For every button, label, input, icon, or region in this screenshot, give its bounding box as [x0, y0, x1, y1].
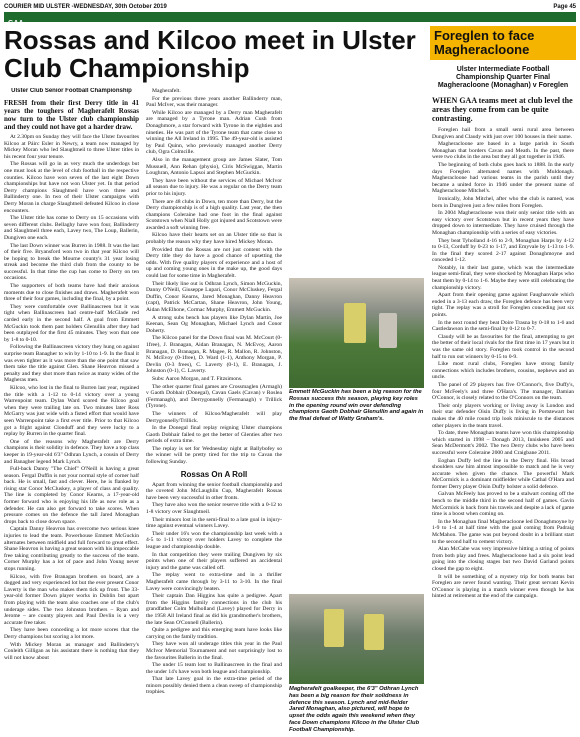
paragraph: Eoghan Duffy led the line in the Derry final. His broad shoulders saw him almost impossible to match and he is very accurate when given the chance. The powerful Mark McCormick is a dominant midfielder while Cathal O'Hara and former Derry player Oisin Duffy bolster a solid defence.	[432, 457, 574, 490]
column-2-body	[146, 88, 282, 466]
paragraph: The Rossas will go in as very much the underdogs but one must look at the level of club football in the respective counties. Kilcoo have won seven of the last eight Down championships but have not won Ulster yet. In that period Derry champions Slaughtneil have won three and Ballinderry one. In two of their Ulster campaigns with Derry Moran in charge Slaughtneil defeated Kilcoo in close encounters.	[4, 161, 139, 214]
paragraph: In the Monaghan final Magheracloone led Donaghmoyne by 1-9 to 1-4 at half time with the goal coming from Padraig McMahon. The game was put beyond doubt in a brilliant start to the second half to cement victory.	[432, 518, 574, 545]
sidebar-kicker: Ulster Intermediate Football Championship Quarter Final Magheracloone (Monaghan) v Foreglen	[437, 66, 569, 89]
paragraph: Also in the management group are James Slater, Tom Mussuell, Ann Rehan (physio), Ciris McSwiggan, Martin Loughran, Antonio Lapsoi and Stephen McGuckin.	[146, 156, 282, 177]
paragraph: Quite a pedigree and this emerging team have looks like carrying on the family tradition.	[146, 627, 282, 640]
paragraph: The replay went to extra-time and in a thriller Magherafelt came through by 3-11 to 3-10. In the final Lavey were convincingly beaten.	[146, 572, 282, 592]
photo-lynch	[289, 594, 424, 684]
paragraph: They have won all underage titles this year in the Paul McIvor Memorial Tournament and not surprisingly lost to the favourites Ballerin in the final.	[146, 641, 282, 661]
photo-caption-2: Magherafelt goalkeeper, the 6'3" Odhran Lynch has been a big reason for their solidness in defence this season. Lynch and mid-fielder Jared Monaghan, also pictured, will hope to upset the odds again this weekend when they face Down champions Kilcoo in the Ulster Club Football Championship.	[289, 686, 420, 733]
paragraph: While Kilcoo are managed by a Derry man Magherafelt are managed by a Tyrone man. Adrian Cush from Donaghmore, a star forward with Tyrone in the eighties and nineties. He was part of the Tyrone team that came close to winning the All Ireland in 1995. The 49-year-old is assisted by Paul Quinn, who previously managed another Derry club, Ogra Colmcille.	[146, 109, 282, 156]
column-1-body	[4, 134, 139, 661]
paragraph: The under 15 team lost to Ballinascreen in the final and the under 14's have won both league and championship.	[146, 662, 282, 675]
folio-page-number: Page 45	[553, 4, 576, 10]
photo-mcguckin	[289, 278, 424, 388]
paragraph: Their under 16's won the championship last week with a 4-5 to 1-11 victory over holders Lavey to complete the league and championship double.	[146, 530, 282, 550]
paragraph: They beat Tyholland 4-16 to 2-9, Monaghan Harps by 4-12 to 0-13, Corduff by 0-23 to 1-17, and Emyvale by 1-13 to 1-9. In the final they scored 2-17 against Donaghmoyne and conceded 1-12.	[432, 237, 574, 264]
main-headline: Rossas and Kilcoo meet in Ulster Club Championship	[4, 25, 416, 83]
paragraph: Claudy will be as favourites for the final, attempting to get the better of their local rivals for the first time in 17 years but it was the same old story. Foreglen took control in the second half to run out winners by 0-15 to 0-9.	[432, 333, 574, 360]
paragraph: Ironically, John Mitchel, after who the club is named, was born in Dungiven just a few miles from Foreglen.	[432, 195, 574, 209]
paragraph: Kilcoo, who lost in the final to Burren last year, regained the title with a 1-12 to 0-14 victory over a young Warrenpoint team. Dylan Ward scored the Kilcoo goal when they were trailing late on. Two minutes later Ross McGarry was just wide with a fisted effort that would have seen Warrenpoint take a first ever title. Prior to that Kilcoo got a fright against Clonduff and they were lucky to a replay by Burren in the quarter final.	[4, 384, 139, 438]
page-folio	[4, 2, 576, 12]
paragraph: The replay is set for Wednesday night at Ballybofey so the winner will be pretty tired for the trip to Cavan the following Sunday.	[146, 445, 282, 466]
paragraph: The last Down winner was Burren in 1988. It was the last of their five. Bryansford won two in that year Kilcoo will be hoping to break the Mourne county's 31 year losing streak and become the third club from the county to be successful. In that time the cup has come to Derry on ten occasions.	[4, 242, 139, 282]
midfielder-figure	[364, 614, 384, 650]
paragraph: Full-back Danny "The Chief" O'Neill is having a great season. Fergal Duffin is not your normal style of corner half back. He is small, fast and clever. Here, he is flanked by rising star Conor McCluskey, a player of class and quality. The line is completed by Conor Kearns, a 17-year-old former forward who is enjoying his life as now role as a defender. He can also get forward to take scores. When pressure comes on the defence the tall Jared Monaghan drops back to close down space.	[4, 466, 139, 525]
paragraph: For the previous three years another Ballinderry man, Paul McIver, was their manager.	[146, 95, 282, 109]
photo-caption-1: Emmett McGuckin has been a big reason for the Rossas success this season, playing key roles in the opening round win over defending champions Gaoth Dobhair Glenullin and again in the final defeat of Watty Graham's.	[289, 389, 424, 423]
section-label: GAA	[8, 20, 24, 27]
paragraph: Subs: Aaron Morgan, and T. Fitzsimons.	[152, 375, 243, 382]
sidebar-body	[432, 127, 574, 647]
folio-publication: COURIER MID ULSTER -WEDNESDAY, 30th October 2019	[4, 4, 167, 10]
paragraph: Galvan McFeely has proved to be a stalwart coming off the bench to the middle third in the second half of games. Gavin McCormick is back from his travels and despite a lack of game time is a boost when coming on.	[432, 491, 574, 518]
article-standfirst: FRESH from their first Derry title in 41 years the toughers of Magherafelt Rossas now turn to the Ulster club championship and they could not have got a harder draw.	[4, 99, 139, 131]
paragraph: The panel of 29 players has five O'Connor's, five Duffy's, four McFeely's and three O'Hara's. The manager, Damian O'Connor, is closely related to the O'Connors on the team.	[432, 381, 574, 402]
paragraph: Captain Danny Heavron has overcome two serious knee injuries to lead the team. Powerhouse Emmett McGuckin alternates between midfield and full forward to great effect. Shane Heavron is having a great season with his impeccable free taking contributing greatly to the success of the team. Corner Murphy has a lot of pace and John Young never stops running.	[4, 526, 139, 572]
article-column-1	[4, 88, 139, 728]
paragraph: In 2004 Magheracloone won their only senior title with an easy victory over Scotstown but in recent years they have dropped down to intermediate. They have cruised through the Monaghan championship with a series of easy victories.	[432, 210, 574, 236]
paragraph: In the Donegal final replay reigning Ulster champions Gaoth Dobhair failed to get the better of Glenties after two periods of extra time.	[146, 425, 282, 445]
paragraph: Alan McCabe was very impressive hitting a string of points from both play and frees. Magheracloone had a six point lead going into the closing stages but two David Garland points closed the gap to eight.	[432, 546, 574, 572]
paragraph: It will be something of a mystery trip for both teams but Foreglen are never found wanting. Their great servant Kevin O'Connor is playing in a match winner even though he has hinted at retirement at the end of the campaign.	[432, 573, 574, 600]
paragraph: Provided that the Rossas are not just content with the Derry title they do have a good chance of upsetting the odds. With five quality players of experience and a host of up and coming young ones in the make up, the good days could last for some time in Magherafelt.	[146, 246, 282, 280]
paragraph: They have been conceding a lot more scores that the Derry champions but scoring a lot more.	[4, 627, 139, 640]
paragraph: Kilcoo, with five Branagan brothers on board, are a dogged and very experienced lot but the ever present Conor Laverty is the man who makes them tick up front. The 33-year-old former Down player works in Dublin but apart from playing with the team also coaches one of the club's underage sides. The two Johnston brothers – Ryan and Jerome – are county players and Paul Devlin is a very accurate free taker.	[4, 573, 139, 626]
section-bar	[4, 12, 576, 27]
paragraph: A strong subs bench has players like Dylan Martin, Joe Keenan, Sean Og Monaghan, Michael Lynch and Conor Doherty.	[146, 314, 282, 334]
paragraph: Kilcoo have their hearts set on an Ulster title so that is probably the reason why they have hired Mickey Moran.	[146, 232, 282, 246]
paragraph: To date, three Monaghan teams have won this championship which started in 1998 – Donagh 2013, Inniskeen 2005 and Sean McDermott's 2002. The two Derry clubs who have been successful were Coleraine 2000 and Craigbane 2011.	[432, 430, 574, 456]
article-column-3	[289, 88, 424, 273]
paragraph: At 2.30pm on Sunday they will face the Ulster favourites Kilcoo at Páirc Esler in Newry, a team now managed by Mickey Moran who led Slaughtneil to three Ulster titles in his recent four year tenure.	[4, 134, 139, 160]
article-column-2	[146, 88, 282, 728]
paragraph: There are 48 clubs in Down, ten more than Derry, but the Derry championship is of a high quality. Last year, the then champions Coleraine had one foot in the final against Scotstown when Niall Holly got injured and Scotstown were awarded a soft winning free.	[146, 198, 282, 231]
paragraph: Their likely line out is Odhran Lynch, Simon McGuckin, Danny O'Neill, Giuseppe Lupari, Conor McCluskey, Fergal Duffin, Conor Kearns, Jared Monaghan, Danny Heavron (capt), Patrick McCartan, Shane Heavron, John Young, Aidan McElhone, Cormac Murphy, Emmett McGuckin.	[146, 280, 282, 313]
sidebar-article	[430, 26, 576, 647]
paragraph: Like most rural clubs, Foreglen have strong family connections which includes brothers, cousins, nephews and an uncle.	[432, 361, 574, 381]
paragraph: Apart from their opening game against Faughanvale which ended in a 3-13 each draw, the Foreglen defence has been very tight. The replay was a stroll for Foreglen conceding just six points.	[432, 292, 574, 319]
paragraph: Notably, in their last game, which was the intermediate league semi-final, they were shocked by Monaghan Harps who beat them by 0-14 to 1-6. Maybe they were still celebrating the championship victory.	[432, 264, 574, 291]
paragraph: Their minors lost in the semi-final to a late goal in injury-time against eventual winners Lavey.	[146, 516, 282, 530]
paragraph: Their captain Dan Higgins has quite a pedigree. Apart from the Higgins family connections in the club his grandfather Colm Mulholland (Lavey) played for Derry in the 1958 All Ireland final as did his grandmother's brothers, the late Sean O'Connell (Ballerin).	[146, 593, 282, 626]
paragraph: The Kilcoo panel for the Down final was M. McCourt (0-1free), J. Branagan, Aidan Branagan, N. McEvoy, Aaron Branagan, D. Branagan, R. Magee, R. Mallon, R. Johnston, N. McEvoy (0-1free), D. Ward (1-1), Anthony Morgan, P. Devlin (0-3 frees), C. Laverty (0-1), E. Branagan, J. Johnston (0-1), C. Laverty.	[146, 335, 282, 375]
paragraph: The other quarter final games are Crossmaglen (Armagh) v Gaoth Dobhair (Donegal), Cavan Gaels (Cavan) v Roslea (Fermanagh), and Derrygonnelly (Fermanagh) v Trillick (Tyrone).	[146, 383, 282, 410]
paragraph: In that competition they were trailing Dungiven by six points when one of their players suffered an accidental injury and the game was called off.	[146, 551, 282, 571]
player-figure	[344, 303, 366, 343]
paragraph: They were comfortable over Ballinascreen but it was tight when Ballinascreen had centre-half McGlade red carded early in the second half. A goal from Emmett McGuckin took them past holders Glenullin after they had been outplayed for the first 45 minutes. They won that one by 1-8 to 0-10.	[4, 303, 139, 343]
goalkeeper-figure	[324, 609, 344, 647]
article-column-3-continued	[289, 420, 424, 590]
paragraph: Following the Ballinascreen victory they hung on against surprise team Banagher to win by 1-10 to 1-9. In the final it was even tighter as it was more than the one point that saw them take the title against Glen. Shane Heavron missed a penalty and they shot more than twice as many wides of the Magheras men.	[4, 344, 139, 384]
paragraph: Their only players working or living away is London and their star defender Oisin Duffy is living in Portstewart but makes the 40 mile round trip look miniscule to the distances other players in the team travel.	[432, 402, 574, 429]
paragraph: In the next round they beat Doire Trasna by 0-18 to 1-6 and Castledawson in the semi-final by 0-12 to 0-7.	[432, 319, 574, 333]
sidebar-headline: Foreglen to face Magheracloone	[430, 26, 576, 60]
column-2b-body	[146, 482, 282, 696]
player-figure-2	[379, 313, 397, 348]
paragraph: With Mickey Moran as manager and Ballinderry's Conleith Gilligan as his assistant there is nothing that they will not know about	[4, 641, 139, 661]
paragraph: They have also won the senior reserve title with a 0-12 to 1-8 victory over Slaughtneil.	[146, 502, 282, 516]
paragraph: Magheracloone are based in a large parish in South Monaghan that borders Cavan and Meath. In the past, there were two clubs in the area but they all got together in 1946.	[432, 141, 574, 161]
paragraph: Apart from winning the senior football championship and the coveted John McLaughlin Cup, Magherafelt Rossas have been very successful in other fronts.	[146, 481, 282, 501]
paragraph: Foreglen hail from a small semi rural area between Dungiven and Claudy with just over 100 houses in their name.	[432, 127, 574, 140]
paragraph: They have been without the services of Michael McIvor all season due to injury. He was a regular on the Derry team prior to his injury.	[146, 177, 282, 197]
article-subhead: Rossas On A Roll	[180, 469, 248, 479]
paragraph: The winners of Kilcoo/Magherafelt will play Derrygonnelly/Trillick.	[146, 410, 282, 424]
paragraph: Magherafelt.	[152, 88, 181, 94]
sidebar-standfirst: WHEN GAA teams meet at club level the areas they come from can be quite contrasting.	[432, 96, 573, 123]
article-kicker: Ulster Club Senior Football Championship	[11, 88, 132, 94]
paragraph: One of the reasons why Magherafelt are Derry champions is their solidity in defence. They have a top class keeper in 19-year-old 6'3" Odhran Lynch, a cousin of Derry and Banagher legend Mark Lynch.	[4, 438, 139, 465]
paragraph: That late Lavey goal in the extra-time period of the minors possibly denied them a clean sweep of championship trophies.	[146, 676, 282, 696]
paragraph: The supporters of both teams have had their anxious moments due to close finishes and draws. Magherafelt won three of their four games, including the final, by a point.	[4, 283, 139, 303]
paragraph: The beginning of both clubs goes back to 1888. In the early days Foreglen alternated names with Muldonagh. Magheracloone had various teams in the parish until they became a united force in 1946 under the present name of Magheracloone Mitchel's.	[432, 161, 574, 195]
paragraph: The Ulster title has come to Derry on 15 occasions with seven different clubs. Bellaghy have won four, Ballinderry and Slaughtneil three each, Lavey two, The Loup, Ballerin, Dungiven one each.	[4, 215, 139, 241]
